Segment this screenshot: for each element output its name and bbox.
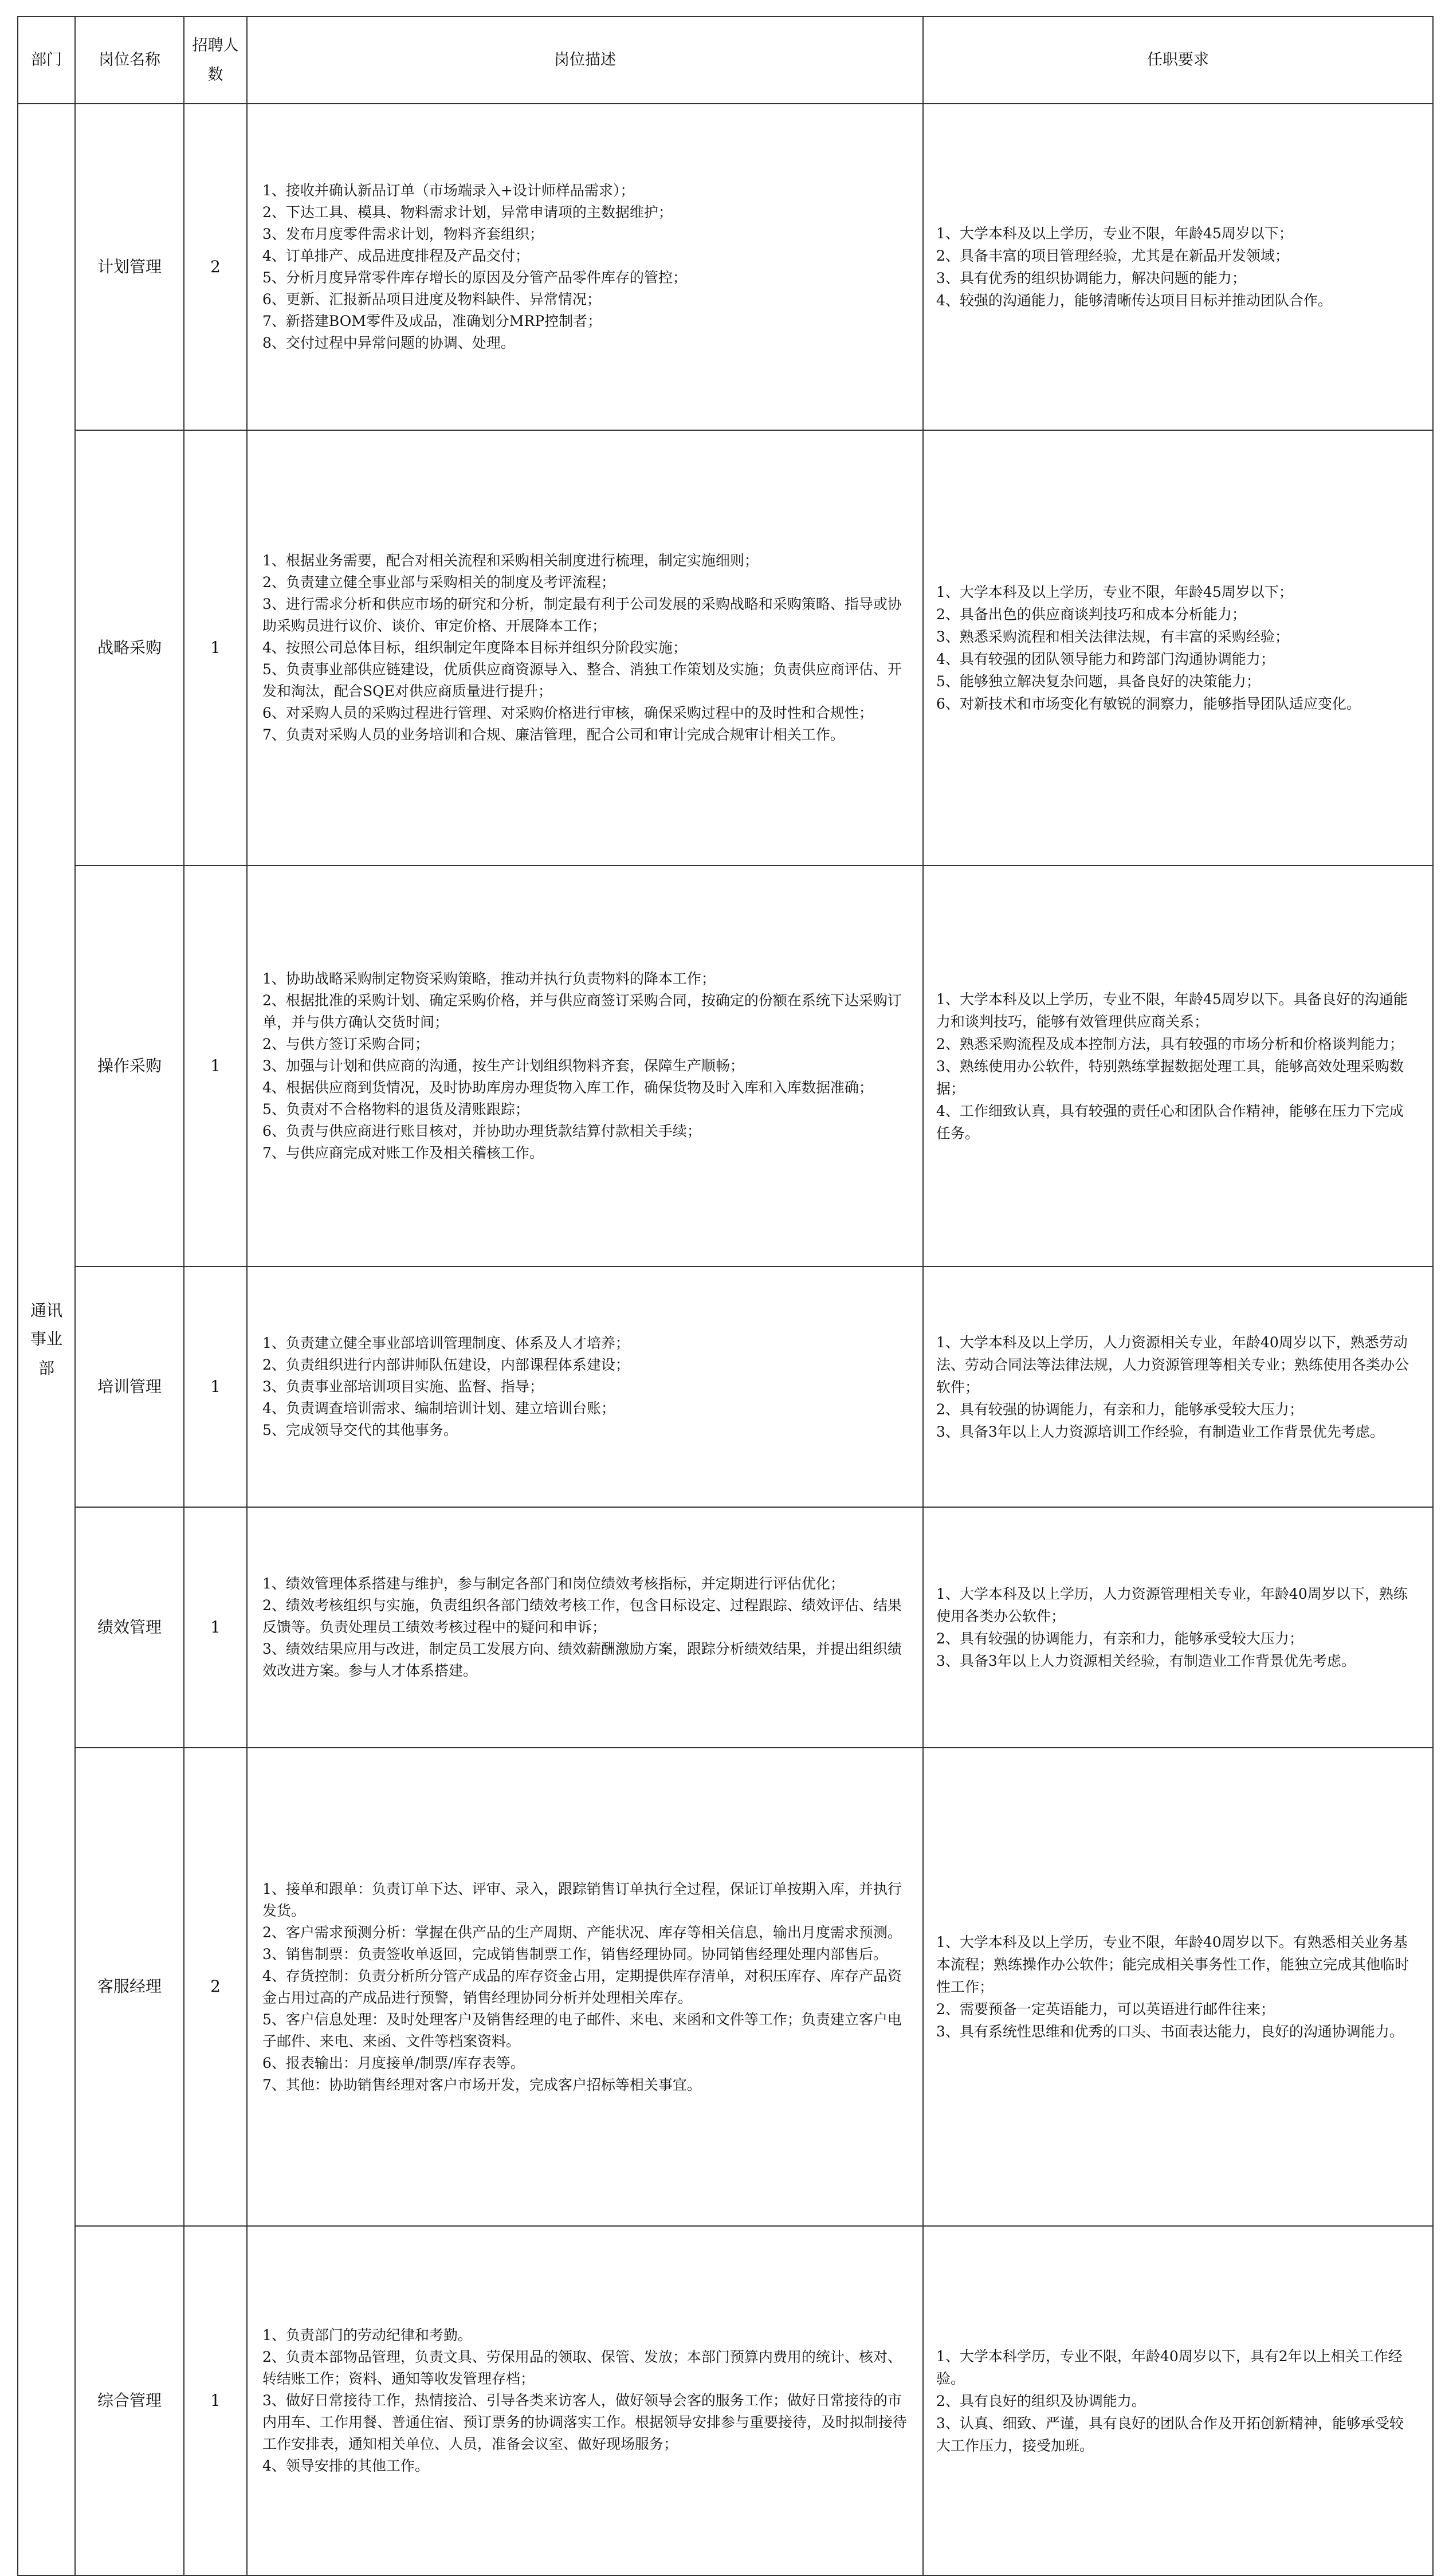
description-item: 3、发布月度零件需求计划，物料齐套组织；: [262, 226, 544, 242]
requirement-item: 1、大学本科及以上学历，专业不限，年龄45周岁以下；: [936, 225, 1293, 242]
hire-count: 1: [184, 866, 247, 1267]
description-item: 3、做好日常接待工作，热情接洽、引导各类来访客人，做好领导会客的服务工作；做好日常接待的市内用车、工作用餐、普通住宿、预订票务的协调落实工作。根据领导安排参与重要接待，及时拟制接待工作安排表，通知相关单位、人员，准备会议室、做好现场服务；: [262, 2392, 908, 2452]
position-name: 计划管理: [75, 104, 184, 430]
hire-count: 1: [184, 1507, 247, 1748]
description-item: 7、与供应商完成对账工作及相关稽核工作。: [262, 1145, 544, 1161]
description-item: 3、负责事业部培训项目实施、监督、指导；: [262, 1378, 544, 1395]
description-item: 1、根据业务需要，配合对相关流程和采购相关制度进行梳理，制定实施细则；: [262, 552, 759, 569]
requirement-item: 1、大学本科及以上学历，专业不限，年龄40周岁以下。有熟悉相关业务基本流程；熟练操作办公软件；能完成相关事务性工作，能独立完成其他临时性工作；: [936, 1934, 1409, 1995]
description-item: 4、负责调查培训需求、编制培训计划、建立培训台账；: [262, 1400, 615, 1417]
requirement-item: 1、大学本科及以上学历，专业不限，年龄45周岁以下；: [936, 584, 1293, 600]
job-requirements: [923, 2226, 1433, 2575]
description-item: 2、与供方签订采购合同；: [262, 1036, 429, 1052]
description-item: 5、分析月度异常零件库存增长的原因及分管产品零件库存的管控；: [262, 269, 687, 286]
requirement-item: 3、具有优秀的组织协调能力，解决问题的能力；: [936, 270, 1246, 286]
hire-count: 1: [184, 1267, 247, 1507]
description-item: 4、存货控制：负责分析所分管产成品的库存资金占用，定期提供库存清单，对积压库存、库存产品资金占用过高的产成品进行预警，销售经理协同分析并处理相关库存。: [262, 1967, 902, 2006]
requirement-item: 2、具有较强的协调能力，有亲和力，能够承受较大压力；: [936, 1630, 1303, 1647]
requirement-item: 3、具备3年以上人力资源相关经验，有制造业工作背景优先考虑。: [936, 1653, 1356, 1669]
hire-count: 1: [184, 2226, 247, 2575]
table-row: [18, 2226, 1433, 2575]
description-item: 6、报表输出：月度接单/制票/库存表等。: [262, 2054, 525, 2071]
requirement-item: 1、大学本科及以上学历，人力资源管理相关专业，年龄40周岁以下，熟练使用各类办公软件；: [936, 1586, 1408, 1625]
requirement-item: 1、大学本科及以上学历，人力资源相关专业，年龄40周岁以下，熟悉劳动法、劳动合同法等法律法规，人力资源管理等相关专业；熟练使用各类办公软件；: [936, 1334, 1409, 1395]
header-description: 岗位描述: [247, 17, 923, 104]
hire-count: 2: [184, 1748, 247, 2226]
table-row: [18, 1507, 1433, 1748]
description-item: 4、按照公司总体目标，组织制定年度降本目标并组织分阶段实施；: [262, 639, 687, 656]
position-name: 绩效管理: [75, 1507, 184, 1748]
requirement-item: 4、较强的沟通能力，能够清晰传达项目目标并推动团队合作。: [936, 292, 1332, 309]
description-item: 5、负责事业部供应链建设，优质供应商资源导入、整合、消独工作策划及实施；负责供应商评估、开发和淘汰，配合SQE对供应商质量进行提升；: [262, 661, 902, 699]
requirement-item: 3、认真、细致、严谨，具有良好的团队合作及开拓创新精神，能够承受较大工作压力，接受加班。: [936, 2414, 1404, 2454]
description-item: 1、接单和跟单：负责订单下达、评审、录入，跟踪销售订单执行全过程，保证订单按期入库，并执行发货。: [262, 1880, 902, 1919]
description-item: 3、进行需求分析和供应市场的研究和分析，制定最有利于公司发展的采购战略和采购策略、指导或协助采购员进行议价、谈价、审定价格、开展降本工作；: [262, 596, 902, 634]
header-department: 部门: [18, 17, 75, 104]
job-requirements: [923, 104, 1433, 430]
description-item: 5、客户信息处理：及时处理客户及销售经理的电子邮件、来电、来函和文件等工作；负责建立客户电子邮件、来电、来函、文件等档案资料。: [262, 2011, 902, 2050]
requirement-item: 6、对新技术和市场变化有敏锐的洞察力，能够指导团队适应变化。: [936, 695, 1361, 712]
description-item: 2、负责建立健全事业部与采购相关的制度及考评流程；: [262, 574, 615, 591]
job-description: [247, 866, 923, 1267]
description-item: 1、负责建立健全事业部培训管理制度、体系及人才培养；: [262, 1335, 630, 1351]
description-item: 2、下达工具、模具、物料需求计划，异常申请项的主数据维护；: [262, 204, 673, 221]
job-description: [247, 1748, 923, 2226]
description-item: 2、客户需求预测分析：掌握在供产品的生产周期、产能状况、库存等相关信息，输出月度需求预测。: [262, 1924, 902, 1941]
description-item: 3、销售制票：负责签收单返回，完成销售制票工作，销售经理协同。协同销售经理处理内部售后。: [262, 1945, 888, 1963]
header-position: 岗位名称: [75, 17, 184, 104]
requirement-item: 2、具有良好的组织及协调能力。: [936, 2392, 1146, 2409]
job-description: [247, 1267, 923, 1507]
position-name: 战略采购: [75, 430, 184, 866]
requirement-item: 2、具备出色的供应商谈判技巧和成本分析能力；: [936, 606, 1246, 623]
description-item: 8、交付过程中异常问题的协调、处理。: [262, 335, 515, 351]
table-row: [18, 104, 1433, 430]
requirement-item: 2、具有较强的协调能力，有亲和力，能够承受较大压力；: [936, 1401, 1303, 1418]
header-requirements: 任职要求: [923, 17, 1433, 104]
description-item: 7、新搭建BOM零件及成品，准确划分MRP控制者；: [262, 313, 602, 329]
requirement-item: 3、具备3年以上人力资源培训工作经验，有制造业工作背景优先考虑。: [936, 1423, 1384, 1440]
table-row: [18, 866, 1433, 1267]
description-item: 2、绩效考核组织与实施，负责组织各部门绩效考核工作，包含目标设定、过程跟踪、绩效评估、结果反馈等。负责处理员工绩效考核过程中的疑问和申诉；: [262, 1597, 902, 1635]
description-item: 1、接收并确认新品订单（市场端录入+设计师样品需求）；: [262, 182, 635, 199]
description-item: 4、订单排产、成品进度排程及产品交付；: [262, 247, 529, 264]
requirement-item: 2、熟悉采购流程及成本控制方法，具有较强的市场分析和价格谈判能力；: [936, 1035, 1404, 1052]
description-item: 6、更新、汇报新品项目进度及物料缺件、异常情况；: [262, 291, 601, 308]
description-item: 4、领导安排的其他工作。: [262, 2457, 429, 2474]
requirement-item: 3、熟练使用办公软件，特别熟练掌握数据处理工具，能够高效处理采购数据；: [936, 1057, 1404, 1097]
requirement-item: 4、具有较强的团队领导能力和跨部门沟通协调能力；: [936, 651, 1275, 667]
job-description: [247, 430, 923, 866]
description-item: 7、负责对采购人员的业务培训和合规、廉洁管理，配合公司和审计完成合规审计相关工作。: [262, 726, 845, 743]
description-item: 1、负责部门的劳动纪律和考勤。: [262, 2327, 472, 2343]
job-requirements: [923, 1267, 1433, 1507]
requirement-item: 4、工作细致认真，具有较强的责任心和团队合作精神，能够在压力下完成任务。: [936, 1102, 1404, 1142]
requirement-item: 2、具备丰富的项目管理经验，尤其是在新品开发领域；: [936, 247, 1289, 264]
job-requirements: [923, 1507, 1433, 1748]
table-row: [18, 1748, 1433, 2226]
header-count: 招聘人数: [184, 17, 247, 104]
job-description: [247, 104, 923, 430]
hire-count: 1: [184, 430, 247, 866]
description-item: 1、绩效管理体系搭建与维护，参与制定各部门和岗位绩效考核指标，并定期进行评估优化；: [262, 1575, 845, 1592]
job-requirements: [923, 866, 1433, 1267]
description-item: 6、负责与供应商进行账目核对，并协助办理货款结算付款相关手续；: [262, 1123, 701, 1139]
description-item: 4、根据供应商到货情况，及时协助库房办理货物入库工作，确保货物及时入库和入库数据准确；: [262, 1079, 873, 1096]
description-item: 5、负责对不合格物料的退货及清账跟踪；: [262, 1101, 529, 1118]
requirement-item: 1、大学本科及以上学历，专业不限，年龄45周岁以下。具备良好的沟通能力和谈判技巧，能够有效管理供应商关系；: [936, 990, 1408, 1030]
job-requirements: [923, 1748, 1433, 2226]
recruitment-table: [17, 16, 1434, 2576]
description-item: 7、其他：协助销售经理对客户市场开发，完成客户招标等相关事宜。: [262, 2076, 701, 2093]
position-name: 操作采购: [75, 866, 184, 1267]
requirement-item: 5、能够独立解决复杂问题，具备良好的决策能力；: [936, 673, 1261, 690]
department-cell: 通讯事业部: [18, 104, 75, 2575]
description-item: 2、根据批准的采购计划、确定采购价格，并与供应商签订采购合同，按确定的份额在系统下达采购订单，并与供方确认交货时间；: [262, 992, 902, 1031]
description-item: 5、完成领导交代的其他事务。: [262, 1422, 458, 1438]
requirement-item: 2、需要预备一定英语能力，可以英语进行邮件往来；: [936, 2001, 1275, 2017]
position-name: 综合管理: [75, 2226, 184, 2575]
description-item: 2、负责组织进行内部讲师队伍建设，内部课程体系建设；: [262, 1356, 630, 1373]
description-item: 3、加强与计划和供应商的沟通，按生产计划组织物料齐套，保障生产顺畅；: [262, 1057, 744, 1074]
header-row: [18, 17, 1433, 104]
table-row: [18, 1267, 1433, 1507]
job-description: [247, 1507, 923, 1748]
hire-count: 2: [184, 104, 247, 430]
position-name: 客服经理: [75, 1748, 184, 2226]
table-body: [18, 104, 1433, 2575]
description-item: 6、对采购人员的采购过程进行管理、对采购价格进行审核，确保采购过程中的及时性和合规性；: [262, 705, 873, 721]
job-requirements: [923, 430, 1433, 866]
requirement-item: 3、具有系统性思维和优秀的口头、书面表达能力，良好的沟通协调能力。: [936, 2023, 1404, 2040]
description-item: 2、负责本部物品管理，负责文具、劳保用品的领取、保管、发放；本部门预算内费用的统计、核对、转结账工作；资料、通知等收发管理存档；: [262, 2349, 902, 2387]
description-item: 1、协助战略采购制定物资采购策略，推动并执行负责物料的降本工作；: [262, 970, 716, 987]
requirement-item: 3、熟悉采购流程和相关法律法规，有丰富的采购经验；: [936, 628, 1289, 645]
job-description: [247, 2226, 923, 2575]
description-item: 3、绩效结果应用与改进，制定员工发展方向、绩效薪酬激励方案，跟踪分析绩效结果，并提出组织绩效改进方案。参与人才体系搭建。: [262, 1641, 902, 1679]
table-row: [18, 430, 1433, 866]
requirement-item: 1、大学本科学历，专业不限，年龄40周岁以下，具有2年以上相关工作经验。: [936, 2347, 1403, 2387]
position-name: 培训管理: [75, 1267, 184, 1507]
